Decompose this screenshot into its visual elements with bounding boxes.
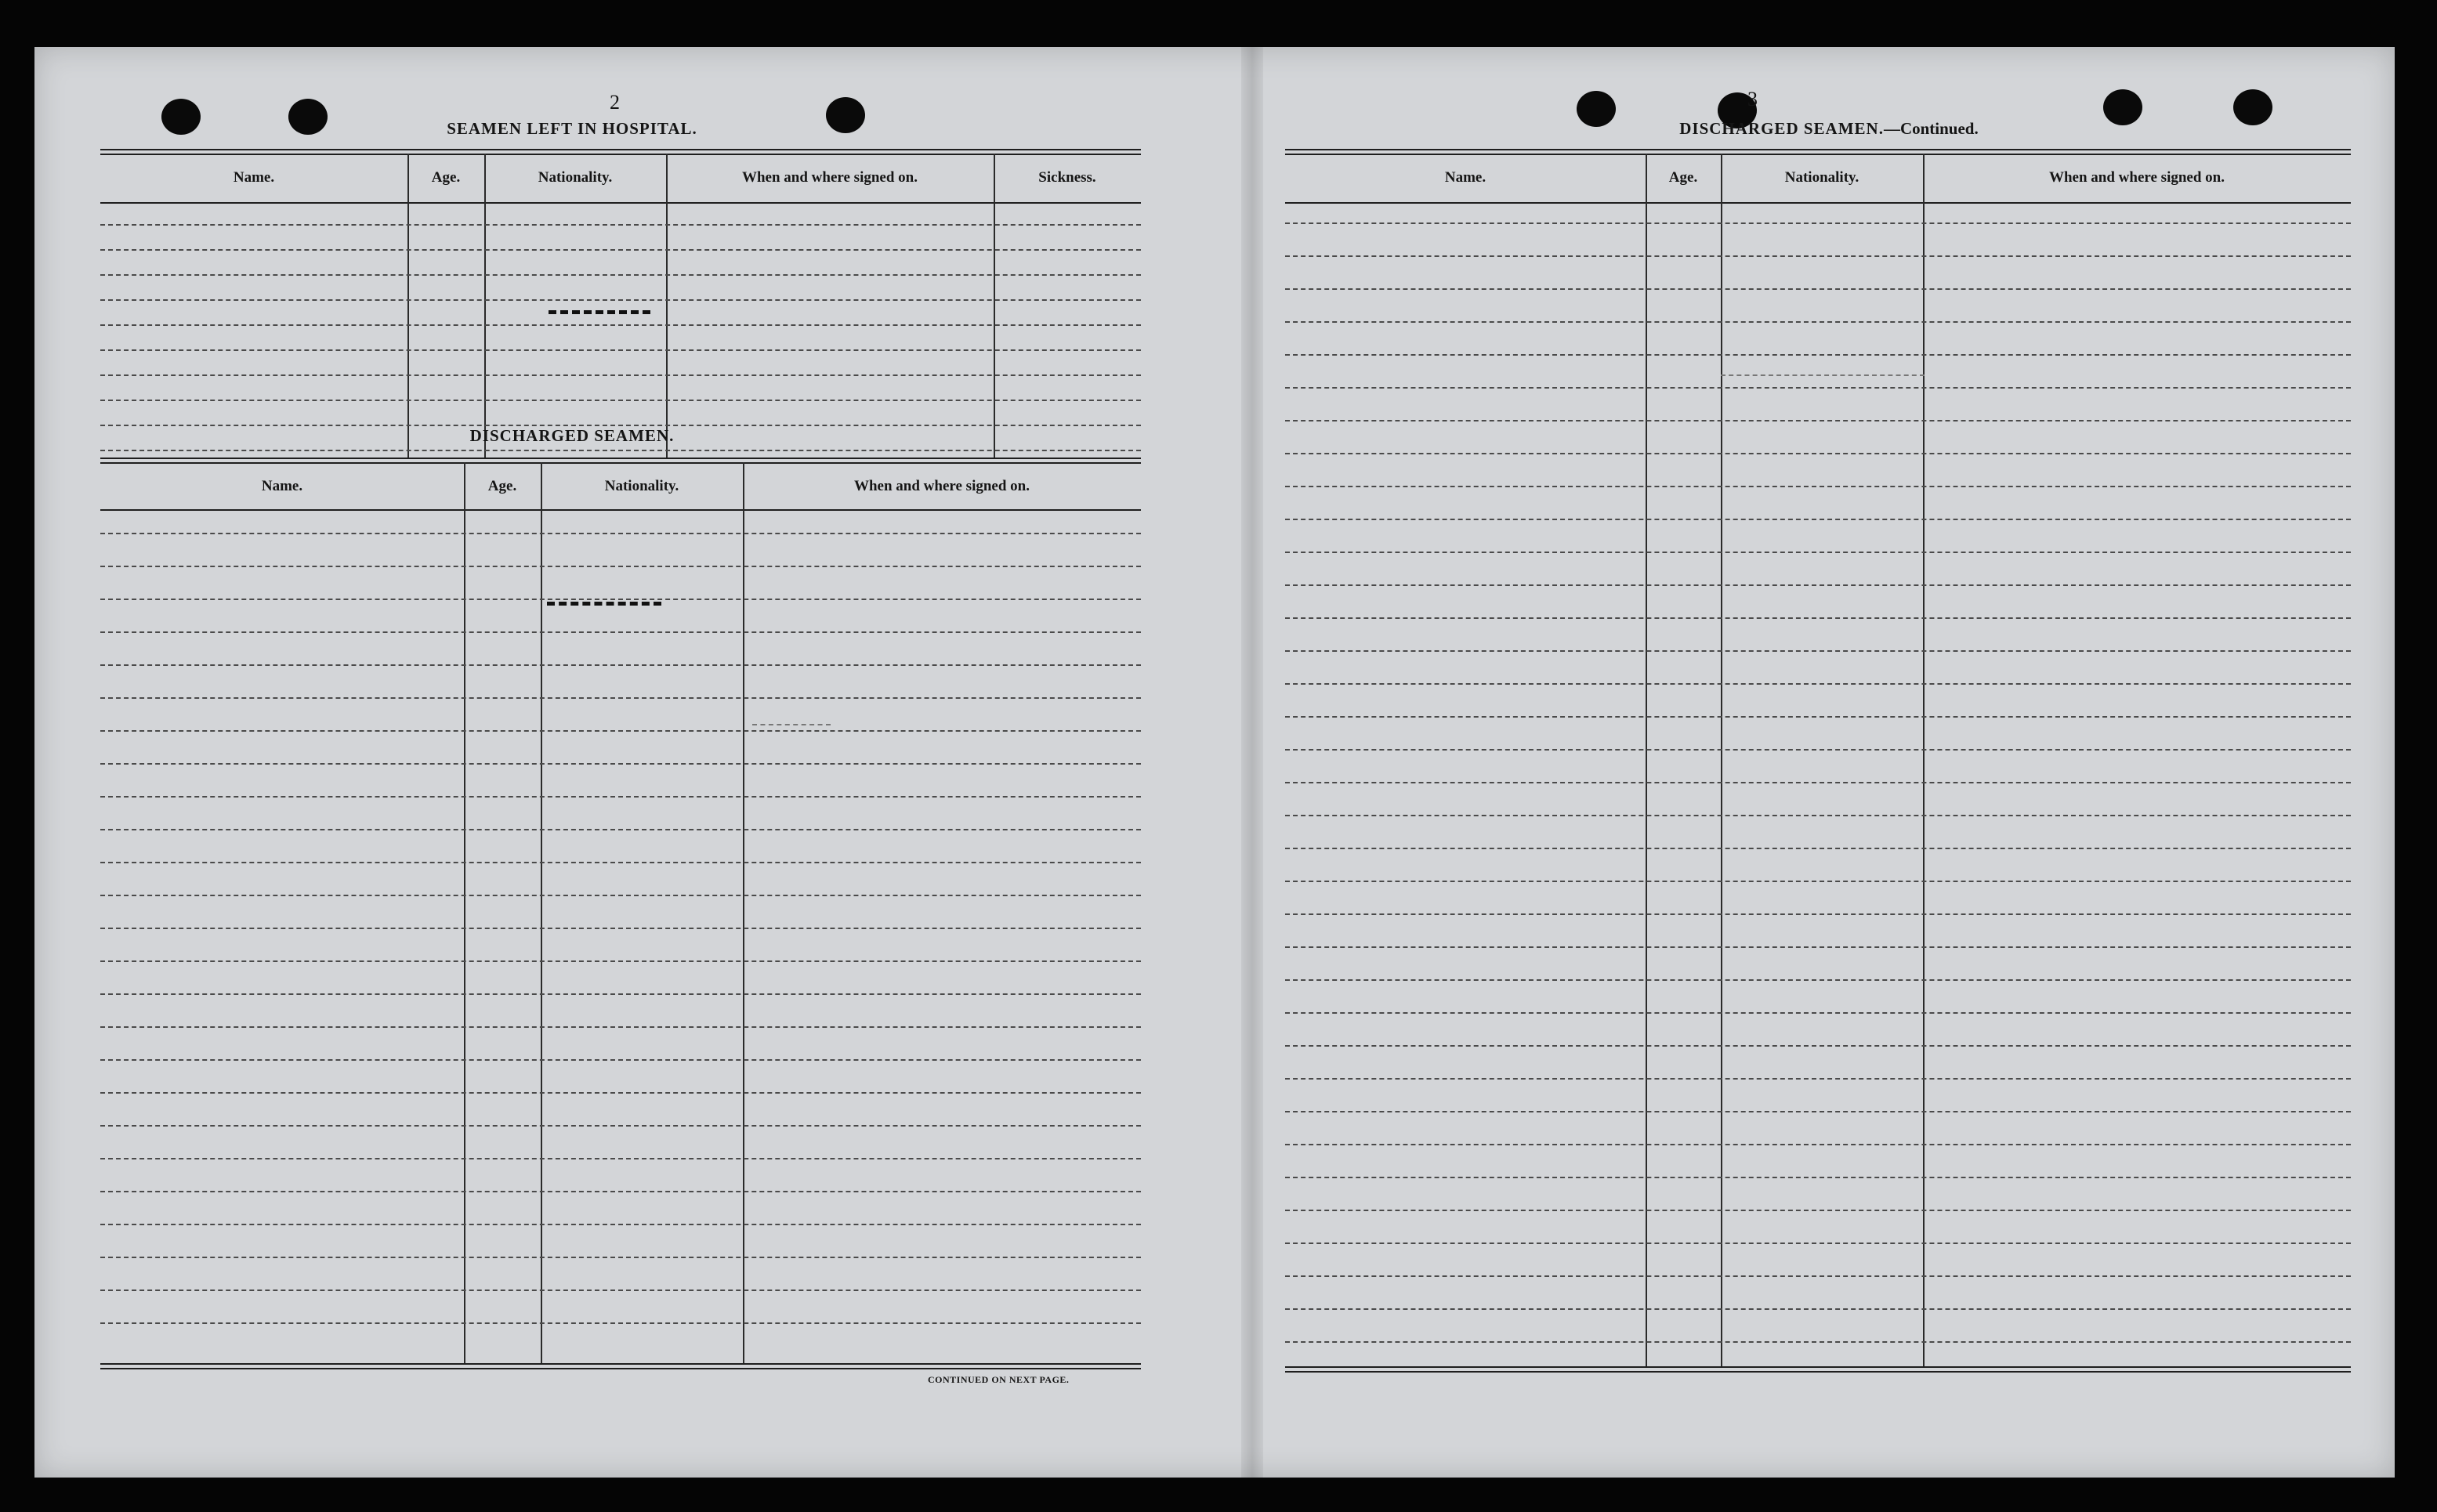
table-row [100,566,1141,567]
table-row [100,664,1141,666]
discharged-table-right [1285,149,2351,1374]
table-row [1285,1275,2351,1277]
discharged-continued-suffix: —Continued. [1883,119,1979,138]
hospital-col-nationality: Nationality. [538,169,613,186]
discharged-col-age: Age. [487,478,517,494]
table-row [100,1257,1141,1258]
discharged-section-title: DISCHARGED SEAMEN. [469,426,675,445]
table-row [100,533,1141,534]
table-row [1285,519,2351,520]
table-row [100,1191,1141,1192]
right-col-name: Name. [1444,169,1486,186]
table-row [1285,222,2351,224]
table-row [100,324,1141,326]
table-row [1285,420,2351,421]
table-row [1285,321,2351,323]
hospital-section-title: SEAMEN LEFT IN HOSPITAL. [447,119,697,138]
document-sheet [34,47,2395,1478]
punch-hole [161,99,201,135]
table-row [1285,782,2351,783]
table-row [1285,683,2351,685]
table-row [1285,1177,2351,1178]
table-row [100,829,1141,830]
ink-dash-mark [549,310,650,314]
table-row [1285,1111,2351,1112]
table-row [1285,486,2351,487]
table-row [100,697,1141,699]
table-row [100,1322,1141,1324]
table-row [1285,650,2351,652]
table-row [1285,1078,2351,1080]
table-row [100,763,1141,765]
left-page-number: 2 [610,91,620,114]
table-row [1285,815,2351,816]
table-row [1285,749,2351,751]
punch-hole [288,99,328,135]
table-row [1285,716,2351,718]
table-row [100,274,1141,276]
punch-hole [826,97,865,133]
punch-hole [2233,89,2272,125]
table-row [100,349,1141,351]
table-row [1285,913,2351,915]
discharged-col-signed-on: When and where signed on. [853,478,1030,494]
table-row [1285,1341,2351,1343]
discharged-continued-title-main: DISCHARGED SEAMEN. [1679,119,1884,138]
hospital-col-age: Age. [431,169,461,186]
table-row [1285,584,2351,586]
table-row [1285,1210,2351,1211]
table-row [100,224,1141,226]
continued-note: CONTINUED ON NEXT PAGE. [928,1374,1070,1385]
table-row [100,400,1141,401]
table-row [100,796,1141,798]
table-row [100,450,1141,451]
right-col-signed-on: When and where signed on. [2048,169,2225,186]
table-row [100,960,1141,962]
table-row [100,599,1141,600]
table-row [100,249,1141,251]
table-row [100,1290,1141,1291]
table-row [1285,848,2351,849]
table-row [1285,946,2351,948]
faint-dash-mark [752,724,831,725]
faint-dash-mark [1721,374,1925,376]
right-page-number: 3 [1747,88,1758,110]
discharged-table-left [100,458,1141,1374]
table-row [100,1026,1141,1028]
table-row [1285,1012,2351,1014]
hospital-table [100,149,1141,459]
table-row [1285,1144,2351,1145]
table-row [100,993,1141,995]
table-row [1285,617,2351,619]
table-row [100,1158,1141,1159]
table-row [100,928,1141,929]
table-row [100,730,1141,732]
table-row [100,299,1141,301]
table-row [100,862,1141,863]
table-row [100,374,1141,376]
table-row [1285,1045,2351,1047]
table-row [100,1059,1141,1061]
discharged-col-name: Name. [261,478,303,494]
table-row [1285,1243,2351,1244]
table-row [1285,1308,2351,1310]
discharged-col-nationality: Nationality. [604,478,679,494]
table-row [1285,453,2351,454]
discharged-continued-title [1547,119,2111,139]
table-row [1285,387,2351,389]
table-row [100,631,1141,633]
right-col-age: Age. [1668,169,1698,186]
table-row [1285,354,2351,356]
table-row [1285,255,2351,257]
table-row [100,1125,1141,1127]
table-row [100,1092,1141,1094]
hospital-col-signed-on: When and where signed on. [741,169,918,186]
ink-dash-mark [547,602,661,606]
hospital-col-sickness: Sickness. [1038,169,1096,186]
table-row [1285,288,2351,290]
table-row [1285,881,2351,882]
hospital-col-name: Name. [233,169,275,186]
right-col-nationality: Nationality. [1784,169,1859,186]
page-fold [1241,47,1263,1478]
table-row [1285,552,2351,553]
table-row [100,1224,1141,1225]
table-row [1285,979,2351,981]
table-row [100,895,1141,896]
